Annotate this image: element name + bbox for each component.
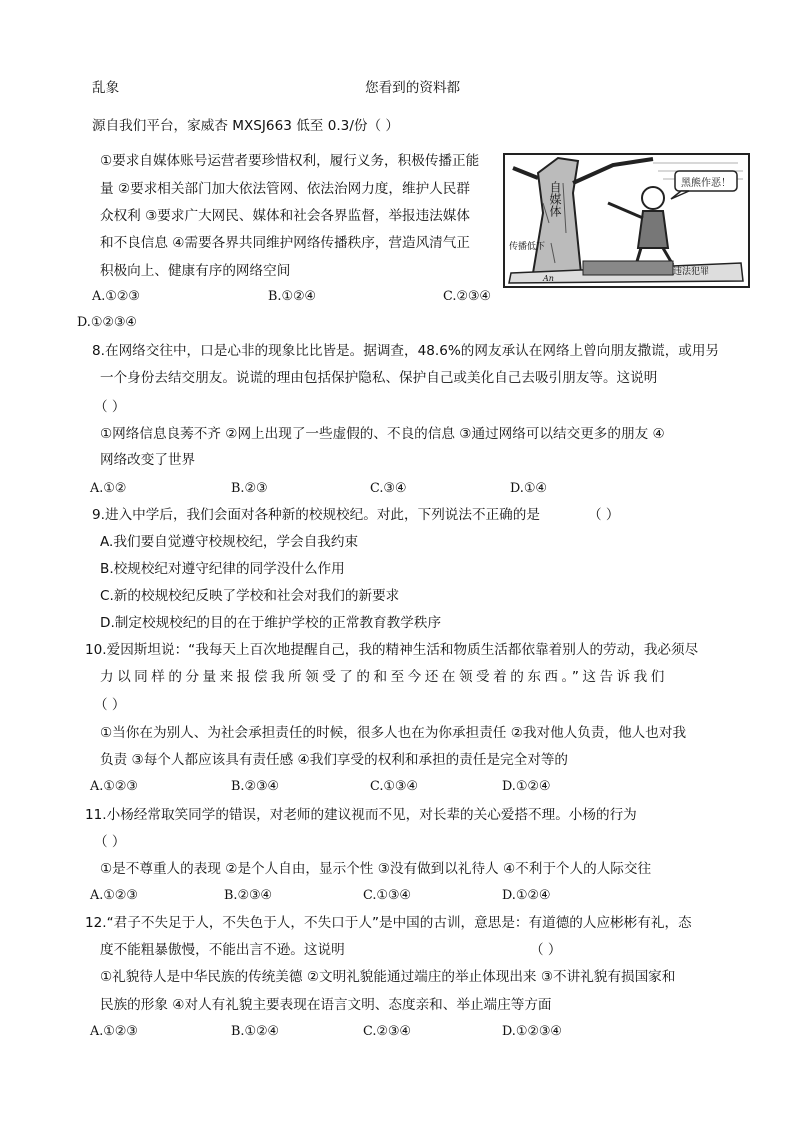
q9-option-d: D.制定校规校纪的目的在于维护学校的正常教育教学秩序	[100, 615, 442, 631]
q10-option-d: D.①②④	[502, 779, 551, 794]
q10-option-c: C.①③④	[370, 779, 418, 794]
q10-line-3: （ ）	[94, 697, 126, 713]
q12-line-2: 度不能粗暴傲慢，不能出言不逊。这说明	[100, 942, 345, 958]
q11-line-3: ①是不尊重人的表现 ②是个人自由，显示个性 ③没有做到以礼待人 ④不利于个人的人际交往	[100, 861, 652, 877]
q8-line-2: 一个身份去结交朋友。说谎的理由包括保护隐私、保护自己或美化自己去吸引朋友等。这说明	[100, 370, 658, 386]
q12-blank: （ ）	[530, 942, 562, 958]
header-left: 乱象	[92, 80, 120, 96]
q9-stem: 9.进入中学后，我们会面对各种新的校规校纪。对此，下列说法不正确的是	[92, 507, 540, 523]
q7-line-5: 积极向上、健康有序的网络空间	[100, 263, 291, 279]
q12-option-c: C.②③④	[363, 1024, 411, 1039]
q10-line-2: 力以同样的分量来报偿我所领受了的和至今还在领受着的东西。”这告诉我们	[100, 669, 668, 685]
q12-option-a: A.①②③	[90, 1024, 138, 1039]
q12-line-3: ①礼貌待人是中华民族的传统美德 ②文明礼貌能通过端庄的举止体现出来 ③不讲礼貌有损国家和	[100, 969, 676, 985]
q7-option-b: B.①②④	[268, 289, 316, 304]
q7-option-c: C.②③④	[443, 289, 491, 304]
q11-line-1: 11.小杨经常取笑同学的错误，对老师的建议视而不见，对长辈的关心爱搭不理。小杨的行为	[85, 807, 637, 823]
q9-option-b: B.校规校纪对遵守纪律的同学没什么作用	[100, 561, 345, 577]
q8-option-c: C.③④	[370, 481, 407, 496]
q7-line-2: 量 ②要求相关部门加大依法管网、依法治网力度，维护人民群	[100, 181, 470, 197]
q8-line-4: ①网络信息良莠不齐 ②网上出现了一些虚假的、不良的信息 ③通过网络可以结交更多的朋友 ④	[100, 426, 665, 442]
q10-line-1: 10.爱因斯坦说：“我每天上百次地提醒自己，我的精神生活和物质生活都依靠着别人的劳动，我必须尽	[85, 642, 699, 658]
header-right: 您看到的资料都	[365, 80, 461, 96]
cartoon-left-sign: 传播低下	[509, 242, 546, 252]
q10-option-a: A.①②③	[90, 779, 138, 794]
q11-option-c: C.①③④	[363, 888, 411, 903]
q7-line-1: ①要求自媒体账号运营者要珍惜权利，履行义务，积极传播正能	[100, 153, 480, 169]
q10-option-b: B.②③④	[231, 779, 279, 794]
q9-option-a: A.我们要自觉遵守校规校纪，学会自我约束	[100, 534, 359, 550]
q8-line-1: 8.在网络交往中，口是心非的现象比比皆是。据调查，48.6%的网友承认在网络上曾向朋友撒谎，或用另	[92, 343, 720, 359]
cartoon-bubble-text: 黑熊作恶！	[681, 178, 731, 189]
q8-option-a: A.①②	[90, 481, 127, 496]
q7-line-4: 和不良信息 ④需要各界共同维护网络传播秩序，营造风清气正	[100, 235, 470, 251]
q7-option-d: D.①②③④	[77, 315, 137, 330]
q8-option-b: B.②③	[231, 481, 268, 496]
q8-line-3: （ ）	[94, 399, 126, 415]
cartoon-right-sign: 违法犯罪	[673, 267, 710, 277]
cartoon-trunk-text: 自媒体	[548, 181, 562, 217]
q12-option-d: D.①②③④	[502, 1024, 562, 1039]
cartoon-corner-text: An	[543, 274, 554, 283]
source-line: 源自我们平台，家威杏 MXSJ663 低至 0.3/份（ ）	[92, 118, 400, 134]
q12-line-1: 12.“君子不失足于人，不失色于人，不失口于人”是中国的古训，意思是：有道德的人应彬彬有礼，态	[85, 915, 692, 931]
q10-line-5: 负责 ③每个人都应该具有责任感 ④我们享受的权利和承担的责任是完全对等的	[100, 752, 569, 768]
q7-line-3: 众权利 ③要求广大网民、媒体和社会各界监督，举报违法媒体	[100, 208, 470, 224]
q12-option-b: B.①②④	[231, 1024, 279, 1039]
q10-line-4: ①当你在为别人、为社会承担责任的时候，很多人也在为你承担责任 ②我对他人负责，他人也对我	[100, 725, 687, 741]
q8-option-d: D.①④	[510, 481, 547, 496]
q11-option-b: B.②③④	[224, 888, 272, 903]
q11-option-d: D.①②④	[502, 888, 551, 903]
q12-line-4: 民族的形象 ④对人有礼貌主要表现在语言文明、态度亲和、举止端庄等方面	[100, 997, 552, 1013]
q11-line-2: （ ）	[94, 834, 126, 850]
q9-blank: （ ）	[588, 507, 620, 523]
q9-option-c: C.新的校规校纪反映了学校和社会对我们的新要求	[100, 588, 400, 604]
q7-option-a: A.①②③	[92, 289, 140, 304]
cartoon-image	[503, 153, 750, 288]
q11-option-a: A.①②③	[90, 888, 138, 903]
q8-line-5: 网络改变了世界	[100, 452, 196, 468]
